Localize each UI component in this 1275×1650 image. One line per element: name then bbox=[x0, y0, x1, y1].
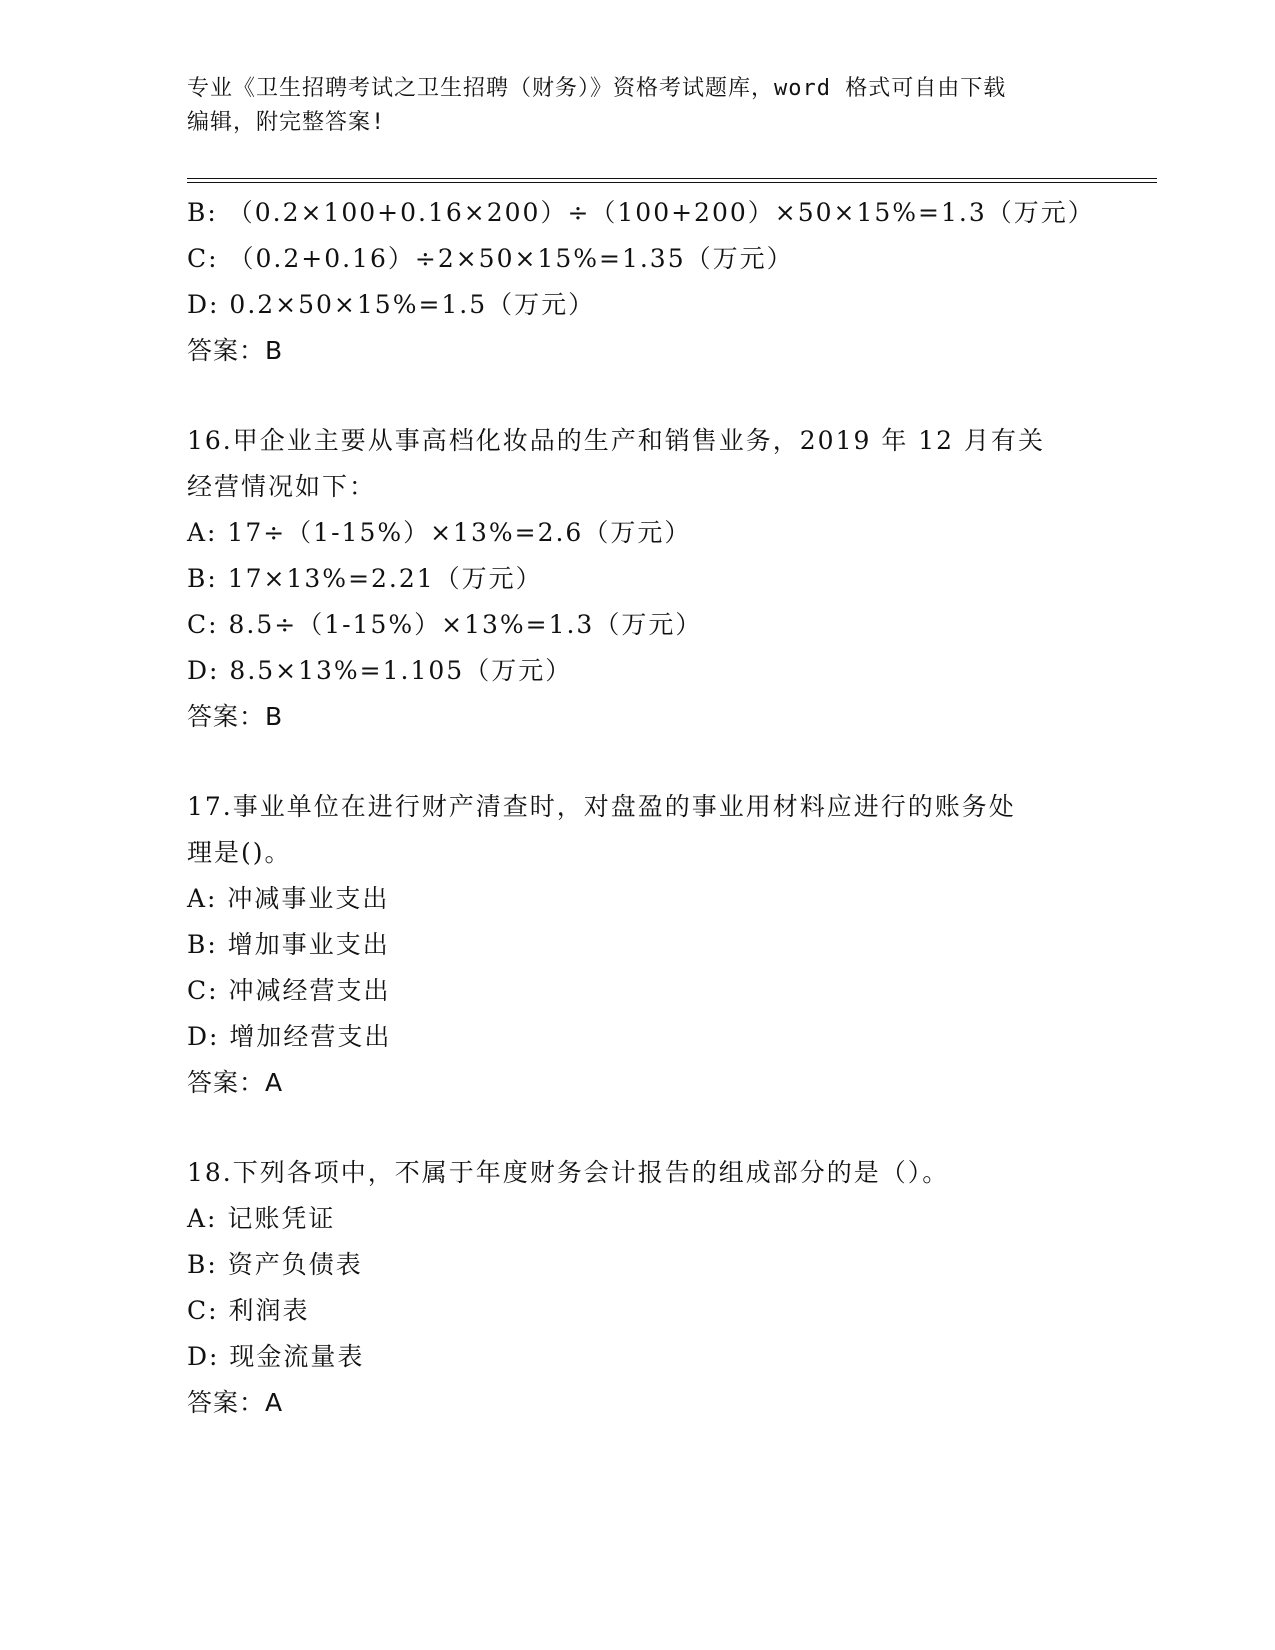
question-stem-line-1: 16.甲企业主要从事高档化妆品的生产和销售业务，2019 年 12 月有关 bbox=[187, 426, 1046, 455]
question-stem-line-2: 理是()。 bbox=[187, 838, 292, 867]
spacer bbox=[187, 740, 1087, 784]
header-line-2: 编辑，附完整答案! bbox=[187, 110, 386, 135]
option-d: D: 0.2×50×15%=1.5（万元） bbox=[187, 290, 596, 319]
document-header bbox=[187, 72, 1067, 140]
answer: 答案：A bbox=[187, 1388, 284, 1417]
question-list bbox=[187, 190, 1095, 1426]
question-18 bbox=[187, 1150, 1087, 1426]
option-a: A: 冲减事业支出 bbox=[187, 884, 390, 913]
option-d: D: 现金流量表 bbox=[187, 1342, 365, 1371]
option-d: D: 增加经营支出 bbox=[187, 1022, 392, 1051]
spacer bbox=[187, 374, 1087, 418]
option-c: C: 利润表 bbox=[187, 1296, 310, 1325]
option-b: B: 17×13%=2.21（万元） bbox=[187, 564, 543, 593]
answer: 答案：B bbox=[187, 336, 284, 365]
option-c: C: 8.5÷（1-15%）×13%=1.3（万元） bbox=[187, 610, 703, 639]
question-stem-line-2: 经营情况如下： bbox=[187, 472, 377, 501]
spacer bbox=[187, 1106, 1087, 1150]
header-line-1: 专业《卫生招聘考试之卫生招聘（财务）》资格考试题库，word 格式可自由下载 bbox=[187, 76, 1007, 101]
question-stem-line-1: 18.下列各项中，不属于年度财务会计报告的组成部分的是（）。 bbox=[187, 1158, 950, 1187]
option-a: A: 记账凭证 bbox=[187, 1204, 336, 1233]
question-16 bbox=[187, 418, 1087, 740]
option-b: B: 增加事业支出 bbox=[187, 930, 390, 959]
question-17 bbox=[187, 784, 1087, 1106]
option-b: B: （0.2×100+0.16×200）÷（100+200）×50×15%=1.3（万元） bbox=[187, 198, 1095, 227]
option-c: C: （0.2+0.16）÷2×50×15%=1.35（万元） bbox=[187, 244, 794, 273]
question-15 bbox=[187, 190, 1095, 374]
option-b: B: 资产负债表 bbox=[187, 1250, 363, 1279]
question-stem-line-1: 17.事业单位在进行财产清查时，对盘盈的事业用材料应进行的账务处 bbox=[187, 792, 1016, 821]
option-a: A: 17÷（1-15%）×13%=2.6（万元） bbox=[187, 518, 692, 547]
answer: 答案：A bbox=[187, 1068, 284, 1097]
option-d: D: 8.5×13%=1.105（万元） bbox=[187, 656, 573, 685]
header-divider-top bbox=[187, 178, 1157, 179]
option-c: C: 冲减经营支出 bbox=[187, 976, 391, 1005]
header-divider-bottom bbox=[187, 182, 1157, 183]
answer: 答案：B bbox=[187, 702, 284, 731]
